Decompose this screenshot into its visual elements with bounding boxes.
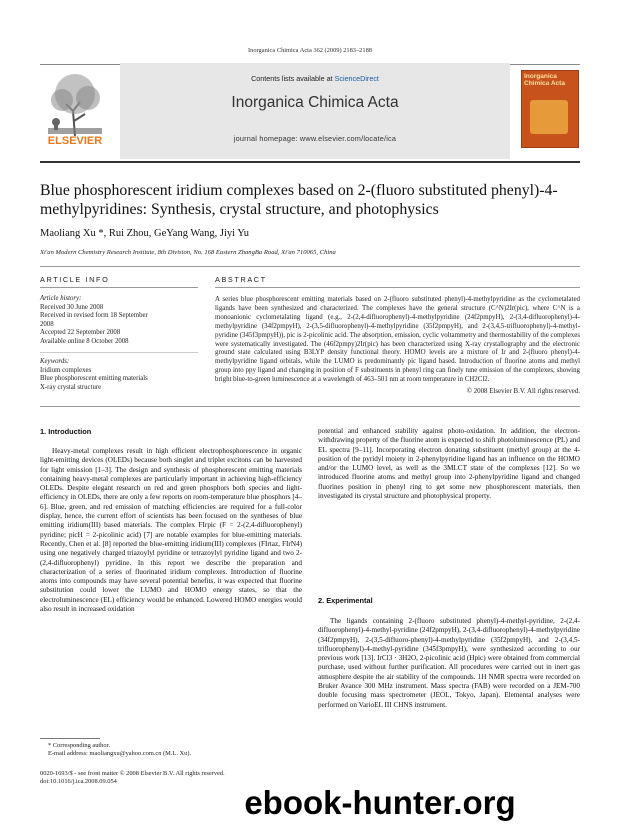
keyword-item: Blue phosphorescent emitting materials [40, 375, 148, 383]
doi-line: doi:10.1016/j.ica.2008.09.054 [40, 778, 117, 785]
article-title: Blue phosphorescent iridium complexes based on 2-(fluoro substituted phenyl)-4-methylpyridines: Synthesis, crystal structure, and photophysics [40, 182, 558, 218]
keyword-item: X-ray crystal structure [40, 383, 102, 391]
article-history [40, 295, 200, 347]
cover-title: Inorganica Chimica Acta [524, 73, 565, 87]
issn-line: 0020-1693/$ - see front matter © 2008 Elsevier B.V. All rights reserved. [40, 770, 225, 777]
contents-prefix: Contents lists available at [251, 74, 335, 83]
author-email[interactable]: E-mail address: maoliangxu@yahoo.com.cn (M.L. Xu). [48, 750, 192, 757]
elsevier-publisher-logo: ELSEVIER [47, 135, 103, 147]
intro-title: 1. Introduction [40, 427, 92, 436]
intro-column-left [40, 447, 302, 614]
corresponding-author-note: * Corresponding author. [48, 742, 110, 749]
contents-availability [120, 74, 510, 83]
keywords-rule [40, 352, 198, 353]
cover-illustration [530, 100, 568, 134]
abstract-heading: ABSTRACT [215, 275, 267, 284]
abstract-copyright: © 2008 Elsevier B.V. All rights reserved. [466, 388, 580, 395]
article-info-heading: ARTICLE INFO [40, 275, 110, 284]
history-item: Accepted 22 September 2008 [40, 329, 121, 337]
keywords-block [40, 358, 200, 392]
article-authors: Maoliang Xu *, Rui Zhou, GeYang Wang, Jiyi Yu [40, 228, 249, 239]
abstract-rule [215, 287, 580, 288]
watermark-text: ebook-hunter.org [244, 784, 516, 821]
footnote-rule [40, 738, 100, 739]
history-label: Article history: [40, 295, 82, 302]
intro-paragraph: Heavy-metal complexes result in high efficient electrophosphorescence in organic light-emitting devices (OLEDs) because both singlet and triplet excitons can be harvested for light emission [1–3]. The design and synthesis of phosphorescent emitting materials containing heavy-metal complexes are particularly important in achieving high-efficiency OLEDs. Despite elegant research on red and green phosphors both species and light-efficiency in OLEDs, there are only a few reports on room-temperature blue phosphors [4–6]. Blue, green, and red emission of matching efficiencies are required for a full-color display, hence, the current effort of scientists has been focused on the syntheses of blue emitting iridium(III) based materials. The complex FIrpic (F = 2-(2,4-difluorophenyl) pyridine; picH = 2-picolinic acid) [7] are notable examples for blue-emitting materials. Recently, Chen et al. [8] reported the blue-emitting iridium(III) complexes (FIrtaz, FIrN4) using one negatively charged triazoylyl pyridine or tetrazoylyl pyridine ligand and two 2-(2,4-difluorophenyl) pyridine. In this report we describe the preparation and characterization of a series of fluorinated iridium complexes. Introduction of fluorine atoms into compounds may have several potential benefits, it was expected that fluorine substitution could lower the LUMO and HOMO energy states, so that the electroluminescence (EL) efficiency would be enhanced. Lowered HOMO energies would also result in increased oxidation [40, 447, 302, 614]
header-bottom-rule [40, 161, 580, 163]
keyword-item: Iridium complexes [40, 366, 92, 374]
history-item: 2008 [40, 320, 54, 328]
journal-title: Inorganica Chimica Acta [231, 94, 399, 111]
intro-column-right [318, 427, 580, 501]
experimental-column [318, 617, 580, 710]
history-item: Available online 8 October 2008 [40, 337, 129, 345]
experimental-paragraph: The ligands containing 2-(fluoro substituted phenyl)-4-methyl-pyridine, 2-(2,4-difluorophenyl)-4-methyl-pyridine (24f2pmpyH), 2-(3,4-difluorophenyl)-4-methylpyridine (34f2pmpyH), 2-(3,5-difluoro-phenyl)-4-methylpyridine (35f2pmpyH), and 2-(3,4,5-trifluorophenyl)-4-methyl-pyridine (345f3pmpyH), were synthesized according to our previous work [13]. IrCl3 · 3H2O, 2-picolinic acid (Hpic) were obtained from commercial purchase, used without further purification. All procedures were carried out in inert gas atmosphere despite the air stability of the compounds. 1H NMR spectra were recorded on Bruker Avance 300 MHz instrument. Mass spectra (FAB) were recorded on a JEM-700 double focusing mass spectrometer (JEOL, Tokyo, Japan). Elemental analyses were performed on VarioEL III CHNS instrument. [318, 617, 580, 709]
watermark [150, 783, 610, 823]
intro-continued-paragraph: potential and enhanced stability against photo-oxidation. In addition, the electron-withdrawing property of the fluorine atom is expected to shift photoluminescence (PL) and EL spectra [9–11]. Incorporating electron donating substituent (methyl group) at the 4-position of the pyridyl moiety in 2-phenylpyridine ligand has an influence on the HOMO and/or the LUMO level, as well as the 3MLCT state of the complexes [12]. So we introduced fluorine atoms and methyl group into 2-phenylpyridine ligand and changed fluorines position in phenyl ring to get some new phosphorescent materials, then investigated its crystal structure and photophysical property. [318, 427, 580, 501]
footnote [48, 742, 308, 758]
article-info-rule [40, 287, 198, 288]
sciencedirect-link[interactable]: ScienceDirect [334, 74, 379, 83]
keywords-label: Keywords: [40, 358, 70, 365]
journal-homepage[interactable]: journal homepage: www.elsevier.com/locate/ica [233, 134, 397, 143]
author-affiliation: Xi'an Modern Chemistry Research Institute, 8th Division, No. 168 Eastern ZhangBa Road, Xi'an 710065, China [40, 249, 336, 256]
journal-citation: Inorganica Chimica Acta 362 (2009) 2183–2188 [248, 47, 372, 54]
abstract-text: A series blue phosphorescent emitting materials based on 2-(fluoro substituted phenyl)-4-methylpyridine as the cyclometalated ligands have been synthesized and characterized. The complexes have the general structure (C^N)2Ir(pic), where C^N is a monoanionic cyclometalating ligand (e.g., 2-(2,4-difluorophenyl)-4-methylpyridine (24f2pmpyH), 2-(3,4-difluorophenyl)-4-methylpyridine (34f2pmpyH), 2-(3,5-difluorophenyl)-4-methylpyridine (35f2pmpyH), and 2-(3,4,5-trifluorophenyl)-4-methyl-pyridine (345f3pmpyH)), pic is 2-picolinic acid. The absorption, emission, cyclic voltammetry and thermostability of the complexes were systematically investigated. The (46f2pmpy)2Ir(pic) has been characterized using X-ray crystallography and the electronic ground state calculated using B3LYP density functional theory. HOMO levels are a mixture of Ir and 2-(fluoro phenyl)-4-methylpyridine ligand orbitals, while the LUMO is predominantly pic ligand based. Introduction of fluorine atoms and methyl group into ppy ligand and changing in position of F substituents in phenyl ring can finely tune emission of the complexes, showing bright blue-to-green luminescence at a wavelength of 463–501 nm at room temperature in CH2Cl2. [215, 296, 580, 384]
history-item: Received 30 June 2008 [40, 303, 104, 311]
abstract-bottom-rule [40, 406, 580, 407]
history-item: Received in revised form 18 September [40, 312, 148, 320]
title-divider [40, 266, 580, 267]
experimental-title: 2. Experimental [318, 596, 373, 605]
